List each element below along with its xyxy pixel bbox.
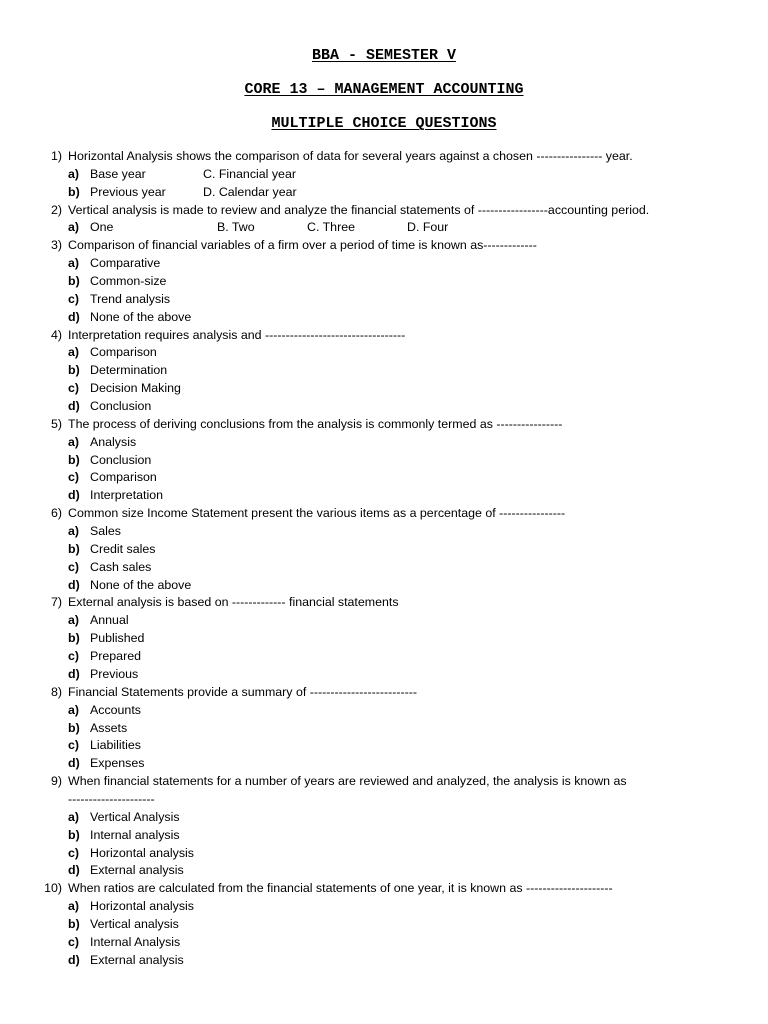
answer-option [0,630,768,648]
option-text: Comparison [90,345,157,360]
answer-option [0,702,768,720]
option-text: Annual [90,613,129,628]
answer-option [0,648,768,666]
question-line [0,684,768,702]
course-heading [0,81,768,99]
answer-option [0,737,768,755]
question-text: Vertical analysis is made to review and analyze the financial statements of -----------------accounting period. [68,202,650,217]
option-letter: b) [68,827,80,842]
option-text: Liabilities [90,738,141,753]
answer-option [0,362,768,380]
answer-option [0,398,768,416]
question-text: Common size Income Statement present the various items as a percentage of ---------------- [68,506,566,521]
option-text: None of the above [90,577,192,592]
question-number: 9) [50,774,62,789]
option-letter: d) [68,488,80,503]
answer-option [0,309,768,327]
option-text: Conclusion [90,399,152,414]
answer-option [0,952,768,970]
option-letter: c) [68,934,80,949]
option-letter: b) [68,452,80,467]
question-line [0,202,768,220]
answer-option [0,380,768,398]
option-letter: a) [68,256,80,271]
option-text: None of the above [90,309,192,324]
option-letter: b) [68,274,80,289]
answer-option [0,898,768,916]
question-continuation-text: --------------------- [68,791,155,806]
option-letter: c) [68,470,80,485]
answer-option [0,273,768,291]
answer-option [0,523,768,541]
question-number: 4) [50,327,62,342]
option-letter: a) [68,524,80,539]
answer-option [0,845,768,863]
section-heading [0,115,768,133]
answer-option [0,434,768,452]
option-text: Interpretation [90,488,164,503]
option-text: Determination [90,363,168,378]
option-text: Credit sales [90,541,156,556]
option-text: Cash sales [90,559,152,574]
option-text: Prepared [90,649,141,664]
option-letter: a) [68,434,80,449]
question-text: Interpretation requires analysis and ---------------------------------- [68,327,406,342]
option-text: Comparison [90,470,157,485]
answer-option [0,612,768,630]
question-line [0,416,768,434]
course-title-heading: CORE 13 – MANAGEMENT ACCOUNTING [244,81,524,98]
answer-option [0,934,768,952]
option-letter: b) [68,720,80,735]
option-letter: b) [68,363,80,378]
option-text: Assets [90,720,128,735]
option-text: Internal analysis [90,827,180,842]
option-text: D. Calendar year [203,184,297,199]
question-line [0,327,768,345]
question-text: Comparison of financial variables of a firm over a period of time is known as------------- [68,238,537,253]
option-letter: c) [68,559,80,574]
option-text: Published [90,631,145,646]
option-text: Sales [90,524,121,539]
answer-option [0,916,768,934]
answer-option [0,487,768,505]
option-text: Expenses [90,756,145,771]
option-letter: b) [68,541,80,556]
answer-option [0,452,768,470]
option-letter: c) [68,381,80,396]
option-letter: d) [68,863,80,878]
answer-option [0,862,768,880]
option-text: External analysis [90,863,184,878]
option-text: Vertical analysis [90,916,179,931]
option-letter: d) [68,756,80,771]
question-line [0,773,768,791]
answer-option [0,291,768,309]
option-text: Previous [90,666,139,681]
answer-option [0,755,768,773]
mcq-heading: MULTIPLE CHOICE QUESTIONS [271,115,497,132]
option-text: D. Four [407,220,449,235]
question-text: Horizontal Analysis shows the comparison of data for several years against a chosen ---------------- year. [68,149,633,163]
option-letter: d) [68,666,80,681]
option-letter: b) [68,184,80,199]
question-text: When financial statements for a number of years are reviewed and analyzed, the analysis is known as [68,774,627,789]
option-letter: c) [68,649,80,664]
option-letter: b) [68,916,80,931]
answer-option [0,577,768,595]
answer-option [0,344,768,362]
option-text: Previous year [90,184,166,199]
option-letter: b) [68,631,80,646]
question-text: Financial Statements provide a summary of -------------------------- [68,684,418,699]
answer-option [0,469,768,487]
option-text: Horizontal analysis [90,845,194,860]
answer-option-row [0,219,768,237]
option-text: Common-size [90,274,167,289]
question-text: When ratios are calculated from the financial statements of one year, it is known as --------------------- [68,881,613,896]
answer-option [0,809,768,827]
question-line [0,594,768,612]
question-number: 7) [50,595,62,610]
option-letter: d) [68,399,80,414]
answer-option-row [0,166,768,184]
option-text: Base year [90,166,146,181]
question-line [0,237,768,255]
option-text: Internal Analysis [90,934,181,949]
option-letter: c) [68,845,80,860]
option-letter: a) [68,613,80,628]
option-text: C. Financial year [203,166,296,181]
option-letter: d) [68,309,80,324]
question-line [0,505,768,523]
answer-option-row [0,184,768,202]
question-number: 2) [50,202,62,217]
question-text: The process of deriving conclusions from the analysis is commonly termed as ---------------- [68,416,563,431]
question-number: 5) [50,416,62,431]
option-row-content [68,219,449,237]
option-letter: c) [68,738,80,753]
option-text: Analysis [90,434,137,449]
option-letter: d) [68,952,80,967]
question-continuation-line [0,791,768,809]
option-text: Comparative [90,256,161,271]
question-line [0,148,768,166]
question-number: 6) [50,506,62,521]
option-text: One [90,220,114,235]
option-text: Horizontal analysis [90,899,194,914]
option-text: Decision Making [90,381,181,396]
option-letter: a) [68,166,80,181]
option-letter: a) [68,220,80,235]
document-title [0,47,768,65]
option-text: Conclusion [90,452,152,467]
answer-option [0,827,768,845]
option-row-content [68,184,297,202]
question-number: 1) [50,149,62,163]
question-text: External analysis is based on ------------- financial statements [68,595,399,610]
answer-option [0,666,768,684]
option-letter: a) [68,809,80,824]
option-text: External analysis [90,952,184,967]
question-line [0,880,768,898]
option-letter: a) [68,345,80,360]
option-letter: c) [68,291,80,306]
question-number: 10) [44,881,62,896]
answer-option [0,720,768,738]
question-number: 3) [50,238,62,253]
option-text: Accounts [90,702,141,717]
option-text: Vertical Analysis [90,809,180,824]
option-letter: a) [68,899,80,914]
option-row-content [68,166,296,184]
answer-option [0,541,768,559]
answer-option [0,559,768,577]
question-number: 8) [50,684,62,699]
course-semester-heading: BBA - SEMESTER V [311,47,457,64]
option-letter: a) [68,702,80,717]
question-list [0,148,768,970]
answer-option [0,255,768,273]
option-text: Trend analysis [90,291,171,306]
option-text: C. Three [307,220,355,235]
option-letter: d) [68,577,80,592]
option-text: B. Two [217,220,255,235]
